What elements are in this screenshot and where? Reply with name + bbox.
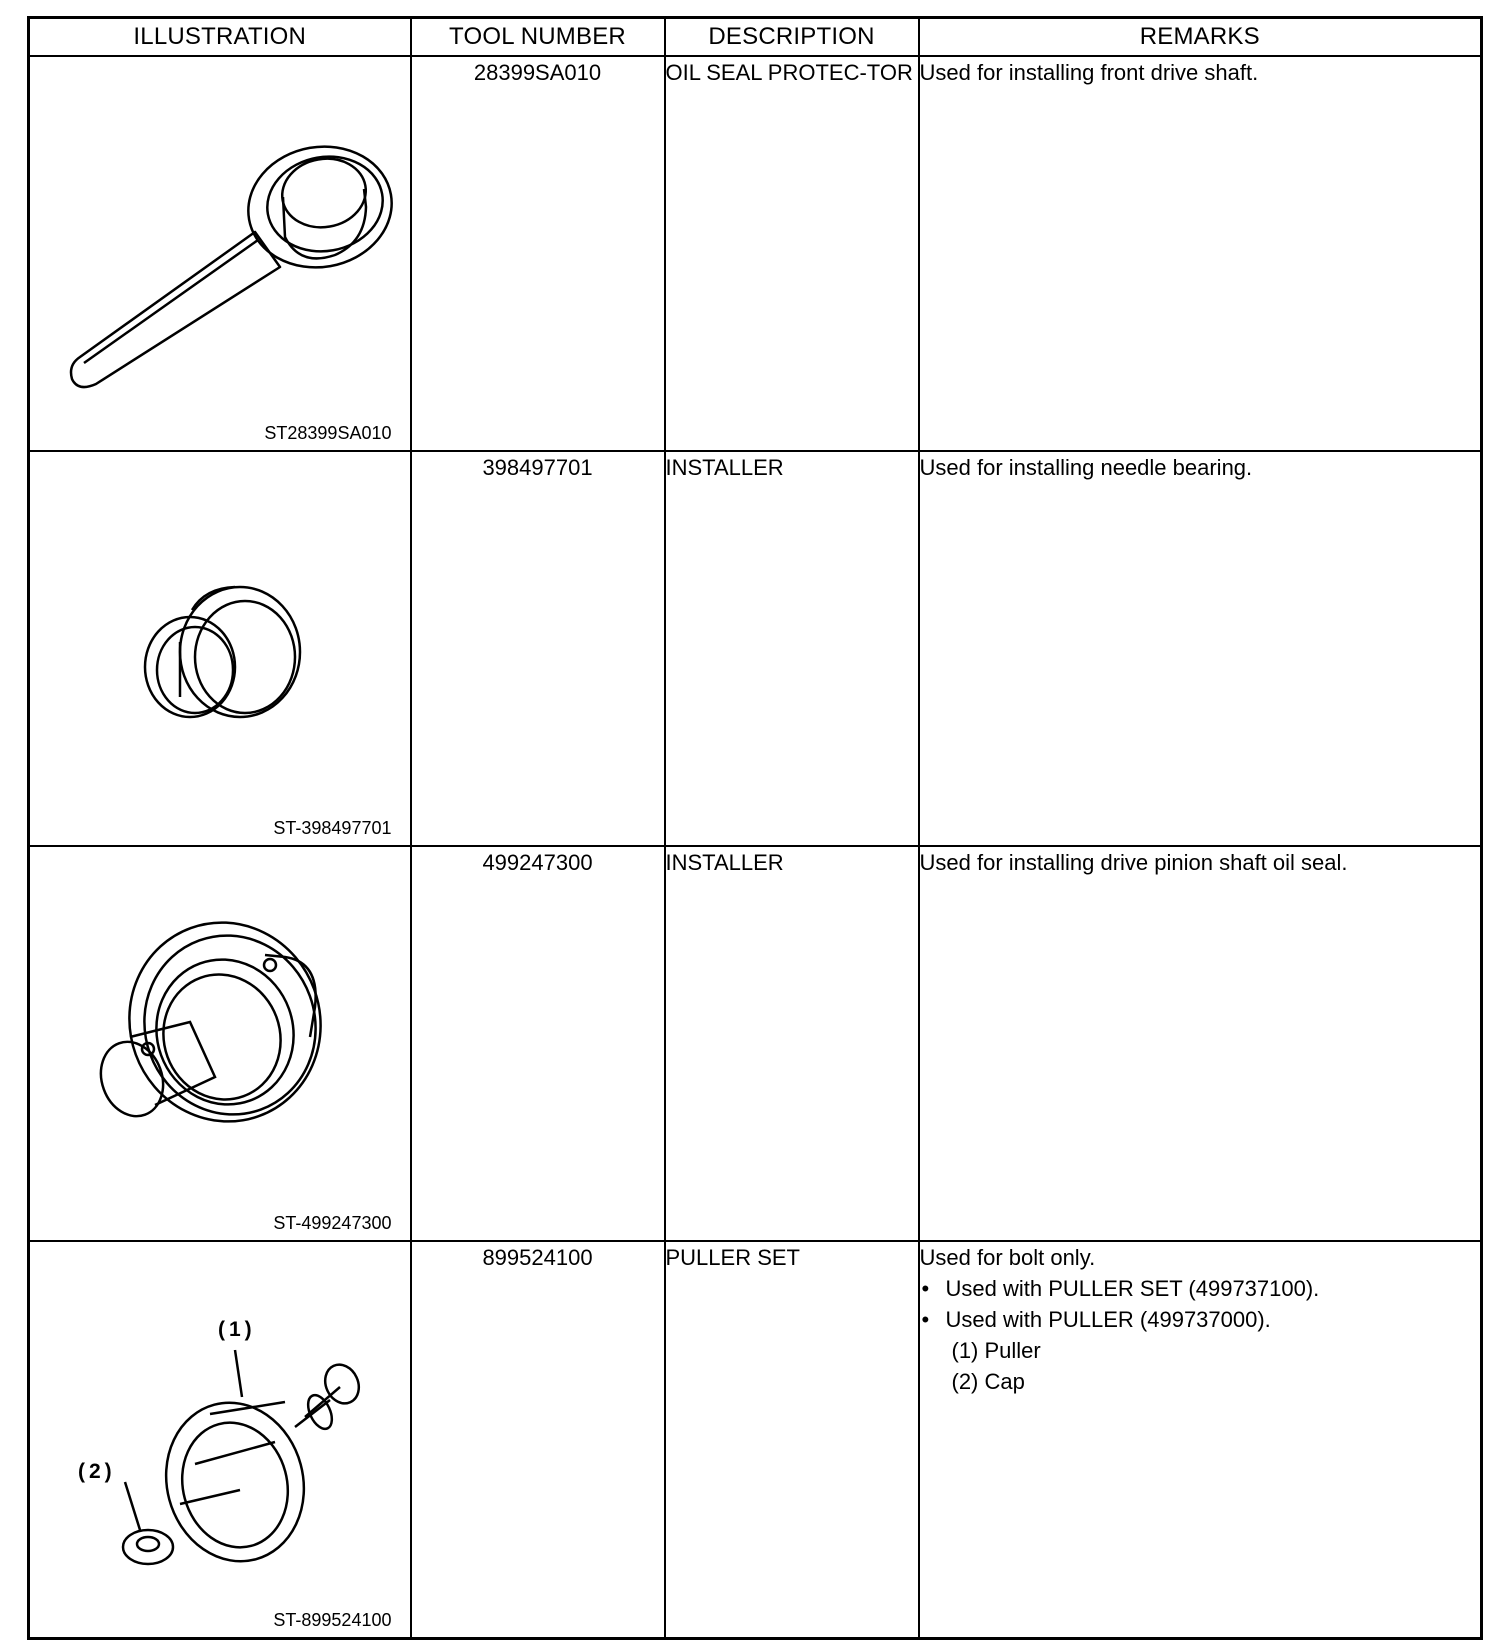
remarks-bullets	[920, 1273, 1481, 1335]
installer-needle-bearing-illustration	[30, 452, 410, 845]
header-illustration: ILLUSTRATION	[29, 18, 411, 57]
part-label: (2) Cap	[951, 1369, 1025, 1394]
tool-number: 899524100	[411, 1241, 665, 1639]
remarks-cell	[919, 1241, 1482, 1639]
description: OIL SEAL PROTEC-TOR	[665, 56, 919, 451]
remarks: Used for installing front drive shaft.	[919, 56, 1482, 451]
list-item: • Used with PULLER SET (499737100).	[920, 1273, 1481, 1304]
table-row	[29, 846, 1482, 1241]
puller-set-illustration	[30, 1242, 410, 1637]
special-tools-table	[27, 16, 1483, 1640]
oil-seal-protector-illustration	[30, 57, 410, 450]
tool-number: 398497701	[411, 451, 665, 846]
list-item: • Used with PULLER (499737000).	[920, 1304, 1481, 1335]
tool-number: 499247300	[411, 846, 665, 1241]
illustration-cell	[29, 56, 411, 451]
description: INSTALLER	[665, 451, 919, 846]
illustration-cell	[29, 451, 411, 846]
header-row	[29, 18, 1482, 57]
illustration-code: ST-398497701	[273, 818, 392, 838]
table-row	[29, 56, 1482, 451]
illustration-code: ST-899524100	[273, 1610, 392, 1630]
illustration-code: ST28399SA010	[264, 423, 392, 443]
description: PULLER SET	[665, 1241, 919, 1639]
callout-1: (1)	[218, 1318, 256, 1341]
callout-2: (2)	[78, 1460, 116, 1483]
part-label: (1) Puller	[951, 1338, 1041, 1363]
description: INSTALLER	[665, 846, 919, 1241]
header-description: DESCRIPTION	[665, 18, 919, 57]
table-row	[29, 1241, 1482, 1639]
illustration-cell	[29, 846, 411, 1241]
remarks: Used for bolt only.	[919, 1245, 1096, 1270]
illustration-cell	[29, 1241, 411, 1639]
illustration-code: ST-499247300	[273, 1213, 392, 1233]
tool-number: 28399SA010	[411, 56, 665, 451]
table-row	[29, 451, 1482, 846]
installer-pinion-seal-illustration	[30, 847, 410, 1240]
remarks: Used for installing drive pinion shaft oil seal.	[919, 846, 1482, 1241]
header-tool-number: TOOL NUMBER	[411, 18, 665, 57]
header-remarks: REMARKS	[919, 18, 1482, 57]
remarks: Used for installing needle bearing.	[919, 451, 1482, 846]
